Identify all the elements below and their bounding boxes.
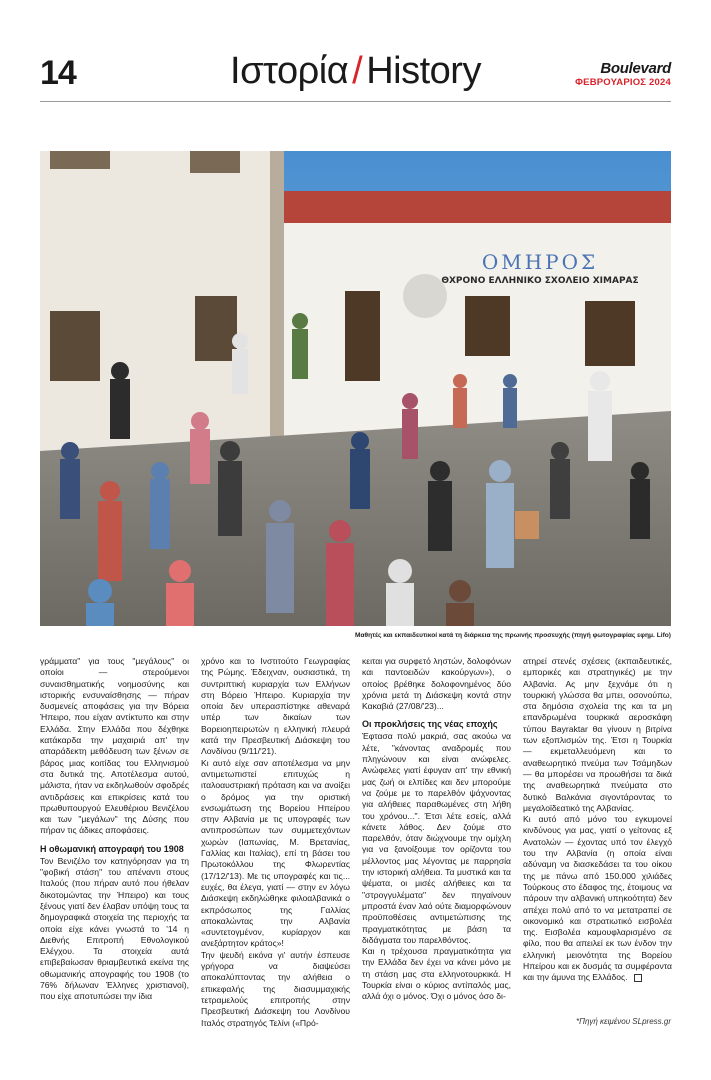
section-title-greek: Ιστορία [230,50,349,92]
article-subheading: Οι προκλήσεις της νέας εποχής [362,719,498,730]
article-column-2 [201,656,350,1029]
article-column-4 [523,656,672,984]
section-title-separator: / [352,50,363,92]
article-photo [40,151,671,626]
article-column-1 [40,656,189,1003]
article-paragraph: ατηρεί στενές σχέσεις (εκπαιδευτικές, εμπορικές και στρατηγικές) με την Αλβανία. Ας μην ξεχνάμε ότι η τουρκική γλώσσα θα μπει, οσονούπω, στα δημόσια σχολεία της και τα μη επανδρωμένα τουρκικά αεροσκάφη τύπου Bayraktar θα γίνουν η βιτρίνα των εξοπλισμών της. Έτσι η Τουρκία — εκμεταλλευόμενη και το αναθεωρητικό πνεύμα των Τσάμηδων — θα μπορέσει να προωθήσει τα δικά της αναθεωρητικά πνεύματα στο δυτικό Βαλκάνια σιγοντάροντας το μεγαλοϊδεατικό της Αλβανίας. [523,656,672,813]
end-of-article-icon [634,974,642,982]
page-number: 14 [40,54,76,92]
article-paragraph-text: Κι αυτό από μόνο του εγκυμονεί κινδύνους για μας, γιατί ο γείτονας εξ Ανατολών — έχοντας υπό τον έλεγχό του την Αλβανία (η οποία είναι αδύναμη να διασκεδάσει τα του οίκου της με πάνω από 150.000 χιλιάδες Τούρκους στο έδαφος της, έτοιμους να πάρουν την αλβανική υπηκοότητα) δεν απέχει πολύ από το να μετατραπεί σε οικονομικό και στρατιωτικό εισβολέα της. Εισβολέα καμουφλαρισμένο σε φίλο, που θα απειλεί εκ των ένδον την ελληνική μειονότητα της Βορείου Ηπείρου και εκ δυσμάς τα συμφέροντα και την άμυνα της Ελλάδος. [523,814,672,983]
text-source-credit: *Πηγή κειμένου SLpress.gr [576,1017,671,1026]
article-paragraph: Έφτασα πολύ μακριά, σας ακούω να λέτε, "κάνοντας αναδρομές που πληγώνουν και είναι ανώφελες. Ανώφελες γιατί έφυγαν απ' την εθνική μας ζωή οι ελπίδες και δεν μπορούμε να ζούμε με το παρελθόν ψάχνοντας για αλήθειες παραθωμένες στη λήθη του χρόνου...". Έτσι λέτε εσείς, αλλά κάνετε λάθος. Δεν ζούμε στο παρελθόν, όταν διώχνουμε την ομίχλη για να ξανοίξουμε τον ορίζοντα του μέλλοντος μας λέγοντας με παρρησία την ιστορική αλήθεια. Τα μυστικά και τα ψέματα, οι μισές αλήθειες και τα "στρογγυλέματα" δεν πηγαίνουν μπροστά έναν λαό ούτε διαμορφώνουν προϋποθέσεις αντιμετώπισης της πραγματικότητας με βάση τα διδάγματα του παρελθόντος. [362,731,511,945]
brand-block [575,60,671,88]
article-paragraph: Και η τρέχουσα πραγματικότητα για την Ελλάδα δεν έχει να κάνει μόνο με τη στάση μας στα ελληνοτουρκικά. Η Τουρκία είναι ο κύριος αντίπαλός μας, αλλά όχι ο μόνος. Όχι ο μόνος όσο δι- [362,946,511,1002]
article-paragraph: Κι αυτό είχε σαν αποτέλεσμα να μην αντιμετωπιστεί επιτυχώς η ιταλοαυστριακή πρόταση και να ανοίξει ο δρόμος για την οριστική ενσωμάτωση της Βορείου Ηπείρου στην Αλβανία με τις υπογραφές των αντιπροσώπων των συμμετεχόντων χωρών (Ιαπωνίας, Μ. Βρετανίας, Γαλλίας και Ιταλίας), επί τη βάσει του Πρωτοκόλλου της Φλωρεντίας (17/12/'13). Με τις υπογραφές και τις... ευχές, θα έλεγα, γιατί — στην εν λόγω Διάσκεψη εκδηλώθηκε φιλοαλβανικά ο εκπρόσωπος της Γαλλίας αποκαλώντας την Αλβανία «συντετογμένον, κυρίαρχον και ανεξάρτητον κράτος»! [201,757,350,949]
article-subheading: Η οθωμανική απογραφή του 1908 [40,843,184,854]
page-header [40,50,671,102]
school-courtyard-illustration [40,151,671,626]
header-divider [40,101,671,102]
article-paragraph [523,814,672,983]
section-title-english: History [366,50,481,92]
article-paragraph: γράμματα" για τους "μεγάλους" οι οποίοι — στερούμενοι συναισθηματικής νοημοσύνης και ιστορικής ενσυναίσθησης — πήραν δυσμενείς αποφάσεις για την Βόρεια Ήπειρο, που είχαν αντίκτυπο και στην Ελλάδα. Στην Ελλάδα που δέχθηκε κατάκαρδα την μαχαιριά απ' την απαράδεκτη μεθόδευση των ξένων σε βάρος μιας κοιτίδας του Ελληνισμού στα δυτικά της. Αποτέλεσμα αυτού, μάλιστα, ήταν να εκδηλωθούν σφοδρές αντιδράσεις και επικρίσεις κατά του πρωθυπουργού Ελευθέριου Βενιζέλου και των "μεγάλων" της Δύσης που πήραν τις άδικες αποφάσεις. [40,656,189,836]
article-paragraph: χρόνο και το Ινστιτούτο Γεωγραφίας της Ρώμης. Έδειχναν, ουσιαστικά, τη συντριπτική κυριαρχία των Ελλήνων στη Βόρειο Ήπειρο. Κυριαρχία την οποία δεν υπερασπίστηκε αθεναρά υπέρ των δικαίων των Βορειοηπειρωτών η ελληνική πλευρά κατά την Πρεσβευτική Διάσκεψη του Λονδίνου (9/11/'21). [201,656,350,757]
issue-date: ΦΕΒΡΟΥΑΡΙΟΣ 2024 [575,77,671,88]
article-column-3 [362,656,511,1003]
article-paragraph: Την ψευδή εικόνα γι' αυτήν έσπευσε γρήγορα να διαψεύσει αποκαλύπτοντας την αλήθεια ο επικεφαλής της διασυμμαχικής τετραμελούς επιτροπής στην Πρεσβευτική Διάσκεψη του Λονδίνου Ιταλός στρατηγός Τελίνι («Πρό- [201,949,350,1028]
article-paragraph: κειται για συρφετό ληστών, δολοφόνων και παντοειδών κακούργων»), ο οποίος βρέθηκε δολοφονημένος δύο χρόνια μετά τη Διάσκεψη κοντά στην Κακαβιά (27/08/'23)... [362,656,511,712]
brand-name: Boulevard [600,60,671,77]
school-sign-name: ΟΜΗΡΟΣ [481,250,599,274]
article-paragraph: Τον Βενιζέλο τον κατηγόρησαν για τη "φοβική στάση" του απέναντι στους Ιταλούς (που πήραν αυτό που ήθελαν δικοτομώντας την Ήπειρο) και τους ξένους γιατί δεν έλαβαν υπόψη τους τα δημογραφικά στοιχεία της περιοχής τα οποία είχε κάνει γνωστά το '14 η Διεθνής Επιτροπή Εθνολογικού Ελέγχου. Τα στοιχεία αυτά επιβεβαίωσαν θριαμβευτικά εκείνα της οθωμανικής απογραφής του 1908 (το 76% δήλωναν Έλληνες χριστιανοί), που είχε αποτυπώσει την ίδια [40,855,189,1002]
school-sign-subtitle: ΘΧΡΟΝΟ ΕΛΛΗΝΙΚΟ ΣΧΟΛΕΙΟ ΧΙΜΑΡΑΣ [441,276,639,286]
photo-caption: Μαθητές και εκπαιδευτικοί κατά τη διάρκεια της πρωινής προσευχής (πηγή φωτογραφίας εφημ. Lifo) [354,632,671,639]
